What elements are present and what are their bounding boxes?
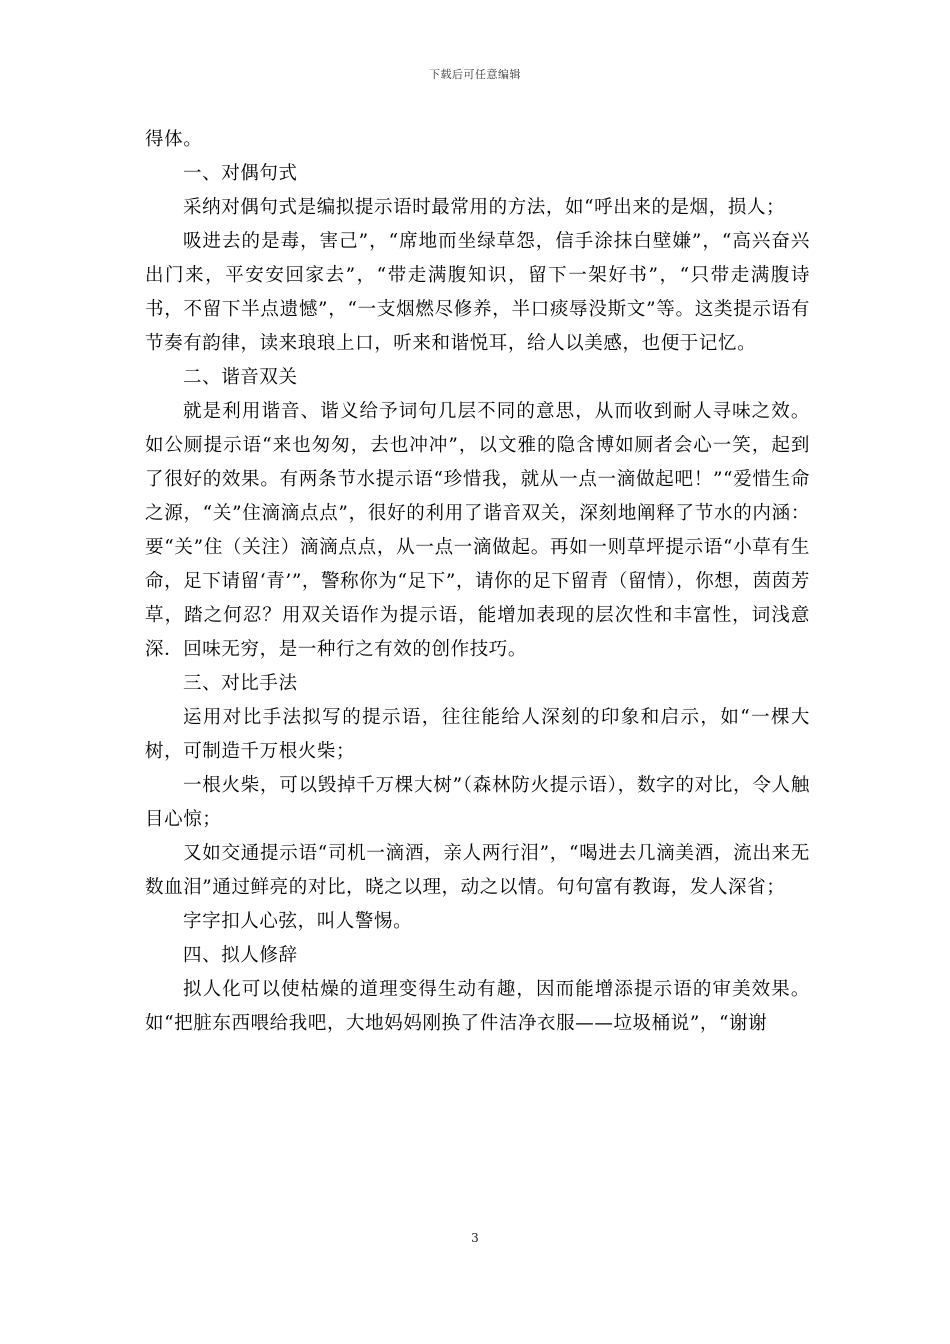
- body-text: [145, 123, 810, 1041]
- paragraph: 字字扣人心弦，叫人警惕。: [183, 911, 413, 932]
- paragraph: 得体。: [145, 129, 203, 150]
- page-header: 下载后可任意编辑: [429, 68, 521, 81]
- paragraph: 又如交通提示语“司机一滴酒，亲人两行泪”，“喝进去几滴美酒，流出来无数血泪”通过鲜亮的对比，晓之以理，动之以情。句句富有教诲，发人深省；: [145, 843, 810, 898]
- paragraph: 一根火柴，可以毁掉千万棵大树”（森林防火提示语），数字的对比，令人触目心惊；: [145, 775, 810, 830]
- paragraph: 就是利用谐音、谐义给予词句几层不同的意思，从而收到耐人寻味之效。如公厕提示语“来也匆匆，去也冲冲”，以文雅的隐含博如厕者会心一笑，起到了很好的效果。有两条节水提示语“珍惜我，就从一点一滴做起吧！”“爱惜生命之源，“关”住滴滴点点”，很好的利用了谐音双关，深刻地阐释了节水的内涵：要“关”住（关注）滴滴点点，从一点一滴做起。再如一则草坪提示语“小草有生命，足下请留‘青’”，警称你为“足下”，请你的足下留青（留情），你想，茵茵芳草，踏之何忍？用双关语作为提示语，能增加表现的层次性和丰富性，词浅意深．回味无穷，是一种行之有效的创作技巧。: [145, 401, 810, 660]
- section-heading: 三、对比手法: [183, 673, 298, 694]
- paragraph: 采纳对偶句式是编拟提示语时最常用的方法，如“呼出来的是烟，损人；: [183, 197, 786, 218]
- section-heading: 二、谐音双关: [183, 367, 298, 388]
- page-number: 3: [471, 1231, 479, 1245]
- section-heading: 四、拟人修辞: [183, 945, 298, 966]
- paragraph: 运用对比手法拟写的提示语，往往能给人深刻的印象和启示，如“一棵大树，可制造千万根火柴；: [145, 707, 810, 762]
- section-heading: 一、对偶句式: [183, 163, 298, 184]
- paragraph: 吸进去的是毒，害己”，“席地而坐绿草怨，信手涂抹白壁嫌”，“高兴奋兴出门来，平安安回家去”，“带走满腹知识，留下一架好书”，“只带走满腹诗书，不留下半点遗憾”，“一支烟燃尽修养，半口痰辱没斯文”等。这类提示语有节奏有韵律，读来琅琅上口，听来和谐悦耳，给人以美感，也便于记忆。: [145, 231, 810, 354]
- paragraph: 拟人化可以使枯燥的道理变得生动有趣，因而能增添提示语的审美效果。如“把脏东西喂给我吧，大地妈妈刚换了件洁净衣服——垃圾桶说”，“谢谢: [145, 979, 810, 1034]
